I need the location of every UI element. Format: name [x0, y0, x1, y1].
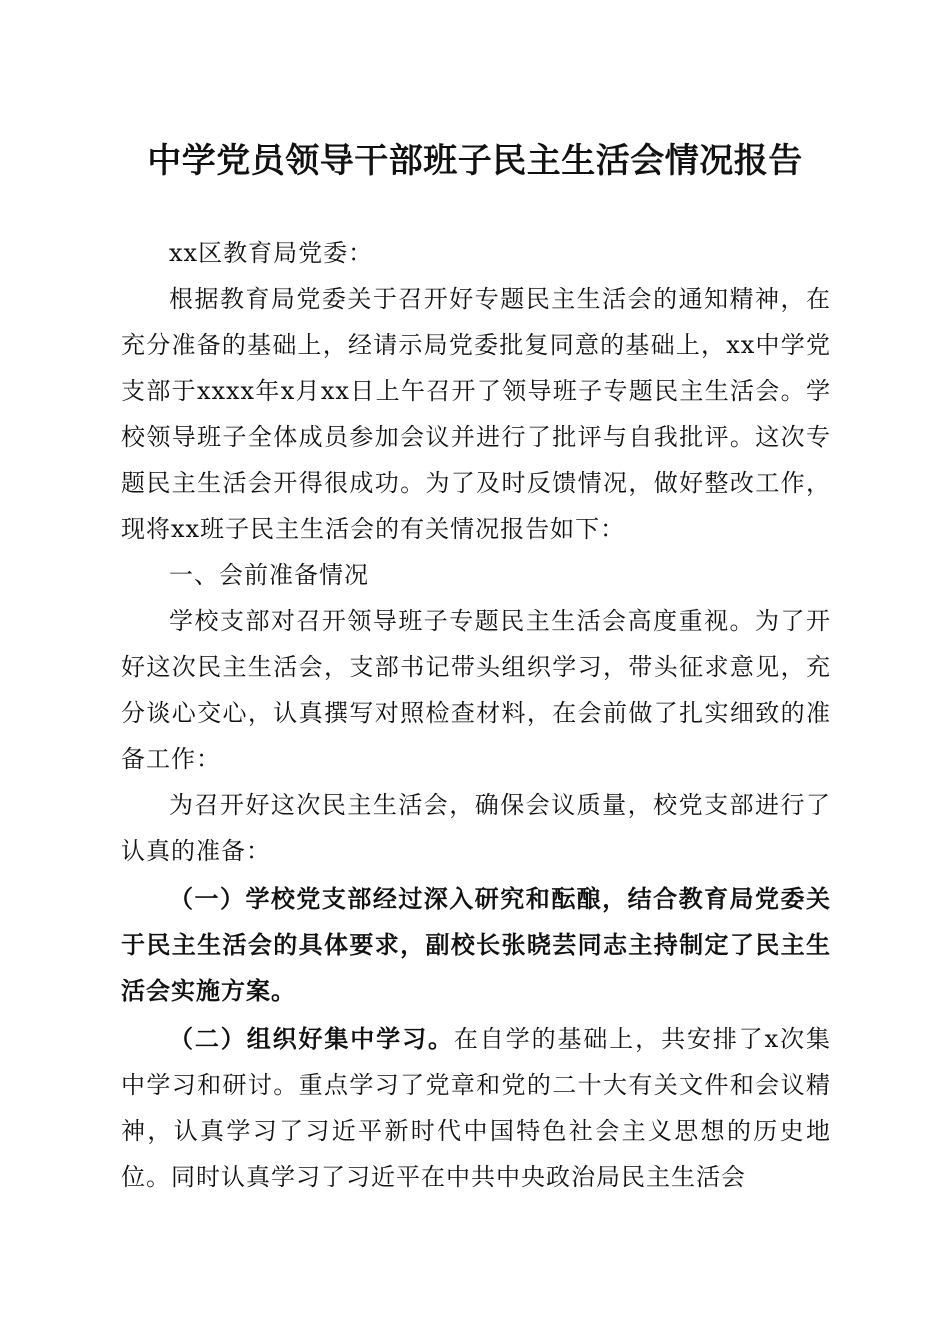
- document-body: [121, 230, 831, 1200]
- section1-paragraph-1: 学校支部对召开领导班子专题民主生活会高度重视。为了开好这次民主生活会，支部书记带头组织学习，带头征求意见，充分谈心交心，认真撰写对照检查材料，在会前做了扎实细致的准备工作：: [121, 607, 831, 773]
- document-title: 中学党员领导干部班子民主生活会情况报告: [147, 141, 803, 181]
- salutation: xx区教育局党委：: [169, 239, 374, 267]
- section-heading-1: 一、会前准备情况: [169, 561, 369, 589]
- intro-paragraph: 根据教育局党委关于召开好专题民主生活会的通知精神，在充分准备的基础上，经请示局党委批复同意的基础上，xx中学党支部于xxxx年x月xx日上午召开了领导班子专题民主生活会。学校领导班子全体成员参加会议并进行了批评与自我批评。这次专题民主生活会开得很成功。为了及时反馈情况，做好整改工作，现将xx班子民主生活会的有关情况报告如下：: [121, 285, 831, 543]
- list-item-1: （一）学校党支部经过深入研究和酝酿，结合教育局党委关于民主生活会的具体要求，副校长张晓芸同志主持制定了民主生活会实施方案。: [121, 884, 831, 1005]
- list-item-2: [121, 1016, 831, 1200]
- section1-paragraph-2: 为召开好这次民主生活会，确保会议质量，校党支部进行了认真的准备：: [121, 791, 831, 865]
- list-item-2-body: 在自学的基础上，共安排了x次集中学习和研讨。重点学习了党章和党的二十大有关文件和会议精神，认真学习了习近平新时代中国特色社会主义思想的历史地位。同时认真学习了习近平在中共中央政治局民主生活会: [121, 1025, 831, 1191]
- list-item-2-heading: （二）组织好集中学习。: [169, 1024, 454, 1053]
